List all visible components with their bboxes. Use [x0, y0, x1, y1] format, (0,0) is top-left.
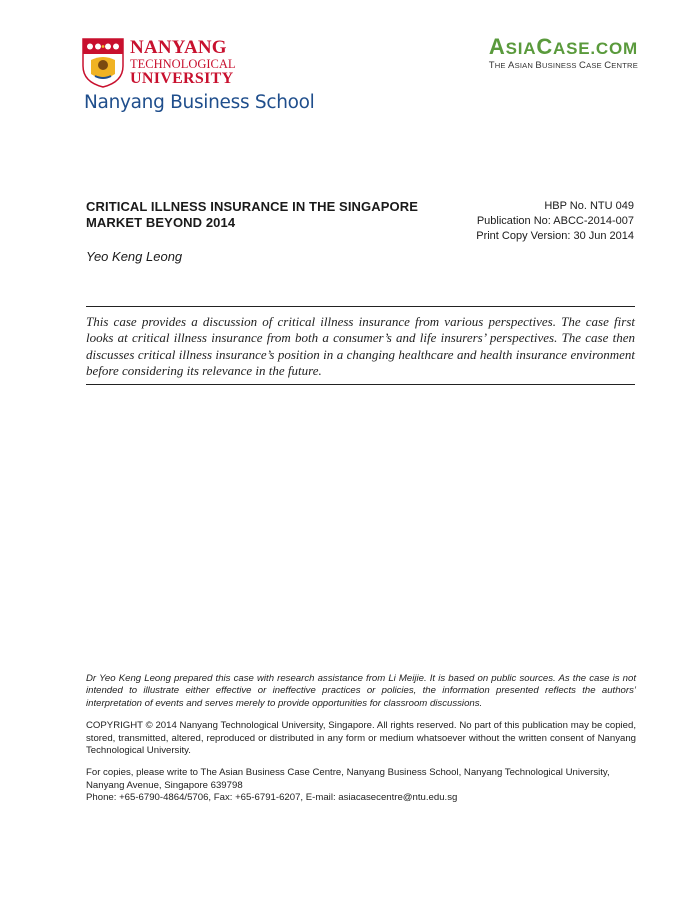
ntu-line-university: UNIVERSITY	[130, 69, 234, 87]
ntu-line-technological: TECHNOLOGICAL	[130, 57, 236, 71]
asiacase-logo	[448, 34, 638, 74]
wordmark-c: C	[536, 34, 554, 59]
asiacase-tagline	[489, 60, 638, 71]
wordmark-com: .COM	[590, 39, 638, 58]
wordmark-a: A	[488, 34, 506, 59]
tag-part: HE	[494, 61, 509, 70]
address-line-2: Nanyang Avenue, Singapore 639798	[86, 779, 243, 791]
ntu-crest-icon	[82, 38, 124, 88]
tag-part: USINESS	[541, 61, 580, 70]
tag-part: ENTRE	[611, 61, 638, 70]
disclaimer: Dr Yeo Keng Leong prepared this case with research assistance from Li Meijie. It is based on public sources. As the case is not intended to illustrate either effective or ineffective practices or policies, the information presented reflects the authors’ interpretation of events and serves merely to provide opportunities for classroom discussions.	[86, 673, 636, 709]
address-line-1: For copies, please write to The Asian Business Case Centre, Nanyang Business School, Nanyang Technological University,	[86, 767, 610, 779]
publication-number: Publication No: ABCC-2014-007	[476, 215, 634, 227]
contact-line: Phone: +65-6790-4864/5706, Fax: +65-6791-6207, E-mail: asiacasecentre@ntu.edu.sg	[86, 792, 458, 804]
ntu-line-nanyang: NANYANG	[130, 37, 227, 58]
case-title-line-2: MARKET BEYOND 2014	[86, 215, 236, 230]
ntu-wordmark	[130, 38, 236, 87]
hbp-number: HBP No. NTU 049	[544, 200, 634, 212]
contact-block	[86, 767, 636, 804]
tag-part: C	[579, 60, 587, 71]
abstract-bottom-rule	[86, 384, 635, 385]
footer-notes	[86, 673, 636, 805]
wordmark-sia: SIA	[505, 39, 537, 58]
tag-part: B	[535, 60, 542, 71]
case-author: Yeo Keng Leong	[86, 249, 183, 264]
business-school-name: Nanyang Business School	[84, 92, 315, 113]
case-title	[86, 199, 446, 231]
tag-part: T	[488, 60, 495, 71]
case-abstract: This case provides a discussion of critical illness insurance from various perspectives. The case first looks at critical illness insurance from both a consumer’s and life insurers’ perspectives. The case then discusses critical illness insurance’s position in a changing healthcare and health insurance environment before considering its relevance in the future.	[86, 314, 635, 379]
copyright-notice: COPYRIGHT © 2014 Nanyang Technological University, Singapore. All rights reserved. No part of this publication may be copied, stored, transmitted, altered, reproduced or distributed in any form or medium whatsoever without the written consent of Nanyang Technological University.	[86, 720, 636, 757]
wordmark-ase: ASE	[553, 39, 591, 58]
tag-part: C	[604, 60, 612, 71]
asiacase-wordmark	[489, 34, 638, 60]
print-copy-version: Print Copy Version: 30 Jun 2014	[476, 230, 634, 242]
tag-part: A	[508, 60, 515, 71]
abstract-top-rule	[86, 306, 635, 307]
tag-part: SIAN	[514, 61, 536, 70]
case-metadata	[476, 199, 634, 244]
case-title-line-1: CRITICAL ILLNESS INSURANCE IN THE SINGAPORE	[86, 199, 418, 214]
ntu-logo	[82, 36, 315, 116]
tag-part: ASE	[586, 61, 605, 70]
